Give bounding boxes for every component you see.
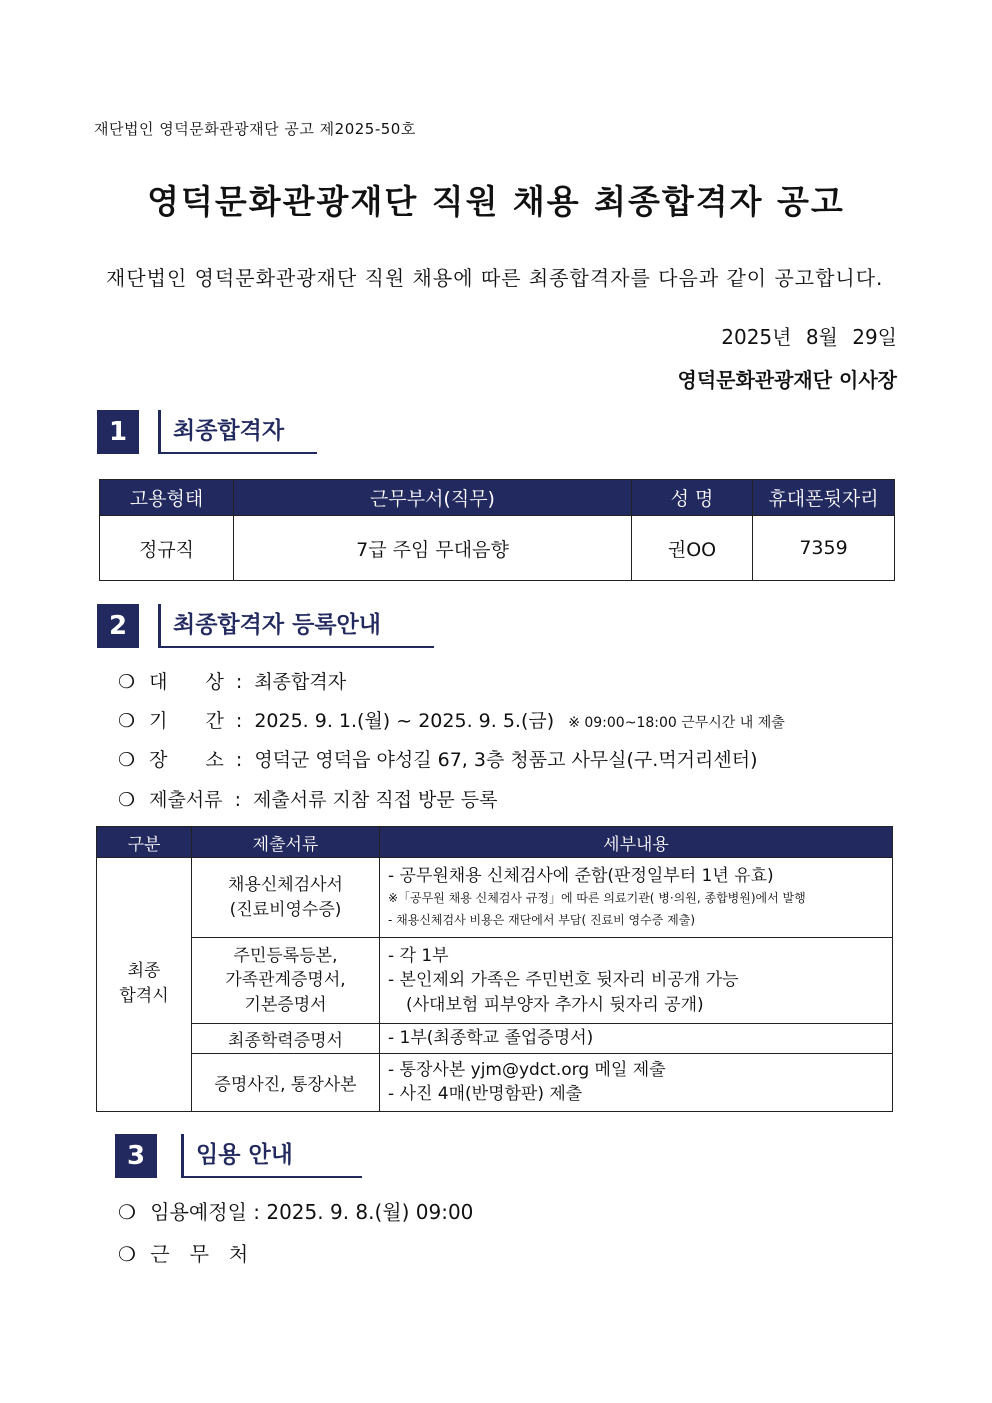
category-cell: 최종 합격시 (97, 858, 192, 1112)
final-candidate-table (99, 479, 895, 581)
table-header: 제출서류 (192, 827, 380, 858)
bullet-target: ❍ 대 상 : 최종합격자 (118, 671, 347, 693)
documents-table (96, 826, 893, 1112)
announcement-date: 2025년 8월 29일 (721, 325, 897, 349)
department-cell: 7급 주임 무대음향 (234, 516, 632, 581)
bullet-start-date: ❍ 임용예정일 : 2025. 9. 8.(월) 09:00 (118, 1200, 474, 1224)
detail-cell: - 공무원채용 신체검사에 준함(판정일부터 1년 유효) ※「공무원 채용 신체검사 규정」에 따른 의료기관( 병·의원, 종합병원)에서 발행 - 채용신체검사 비용은 재단에서 부담( 진료비 영수증 제출) (380, 858, 893, 938)
detail-cell: - 통장사본 yjm@ydct.org 메일 제출 - 사진 4매(반명함판) 제출 (380, 1053, 893, 1111)
detail-cell: - 1부(최종학교 졸업증명서) (380, 1024, 893, 1054)
doc-cell: 채용신체검사서 (진료비영수증) (192, 858, 380, 938)
doc-cell: 증명사진, 통장사본 (192, 1053, 380, 1111)
signature: 영덕문화관광재단 이사장 (677, 368, 897, 392)
name-cell: 권OO (632, 516, 753, 581)
table-header: 고용형태 (100, 480, 234, 516)
doc-cell: 최종학력증명서 (192, 1024, 380, 1054)
detail-cell: - 각 1부 - 본인제외 가족은 주민번호 뒷자리 비공개 가능 (사대보험 피부양자 추가시 뒷자리 공개) (380, 938, 893, 1024)
phone-cell: 7359 (753, 516, 895, 581)
notice-number: 재단법인 영덕문화관광재단 공고 제2025-50호 (94, 120, 416, 138)
table-header: 세부내용 (380, 827, 893, 858)
bullet-location: ❍ 장 소 : 영덕군 영덕읍 야성길 67, 3층 청품고 사무실(구.먹거리센터) (118, 749, 758, 771)
intro-text: 재단법인 영덕문화관광재단 직원 채용에 따른 최종합격자를 다음과 같이 공고합니다. (106, 266, 884, 290)
table-header: 성 명 (632, 480, 753, 516)
table-header: 근무부서(직무) (234, 480, 632, 516)
section1-number: 1 (97, 410, 139, 454)
bullet-documents: ❍ 제출서류 : 제출서류 지참 직접 방문 등록 (118, 789, 498, 811)
section2-title: 최종합격자 등록안내 (158, 604, 434, 648)
table-header: 구분 (97, 827, 192, 858)
section2-number: 2 (97, 604, 139, 648)
table-header: 휴대폰뒷자리 (753, 480, 895, 516)
section3-title: 임용 안내 (181, 1134, 362, 1178)
bullet-period: ❍ 기 간 : 2025. 9. 1.(월) ~ 2025. 9. 5.(금) ※ 09:00~18:00 근무시간 내 제출 (118, 710, 785, 732)
section3-number: 3 (115, 1134, 157, 1178)
page-title: 영덕문화관광재단 직원 채용 최종합격자 공고 (147, 182, 845, 221)
doc-cell: 주민등록등본, 가족관계증명서, 기본증명서 (192, 938, 380, 1024)
bullet-workplace: ❍ 근 무 처 (118, 1242, 249, 1266)
employment-type-cell: 정규직 (100, 516, 234, 581)
section1-title: 최종합격자 (158, 410, 317, 454)
